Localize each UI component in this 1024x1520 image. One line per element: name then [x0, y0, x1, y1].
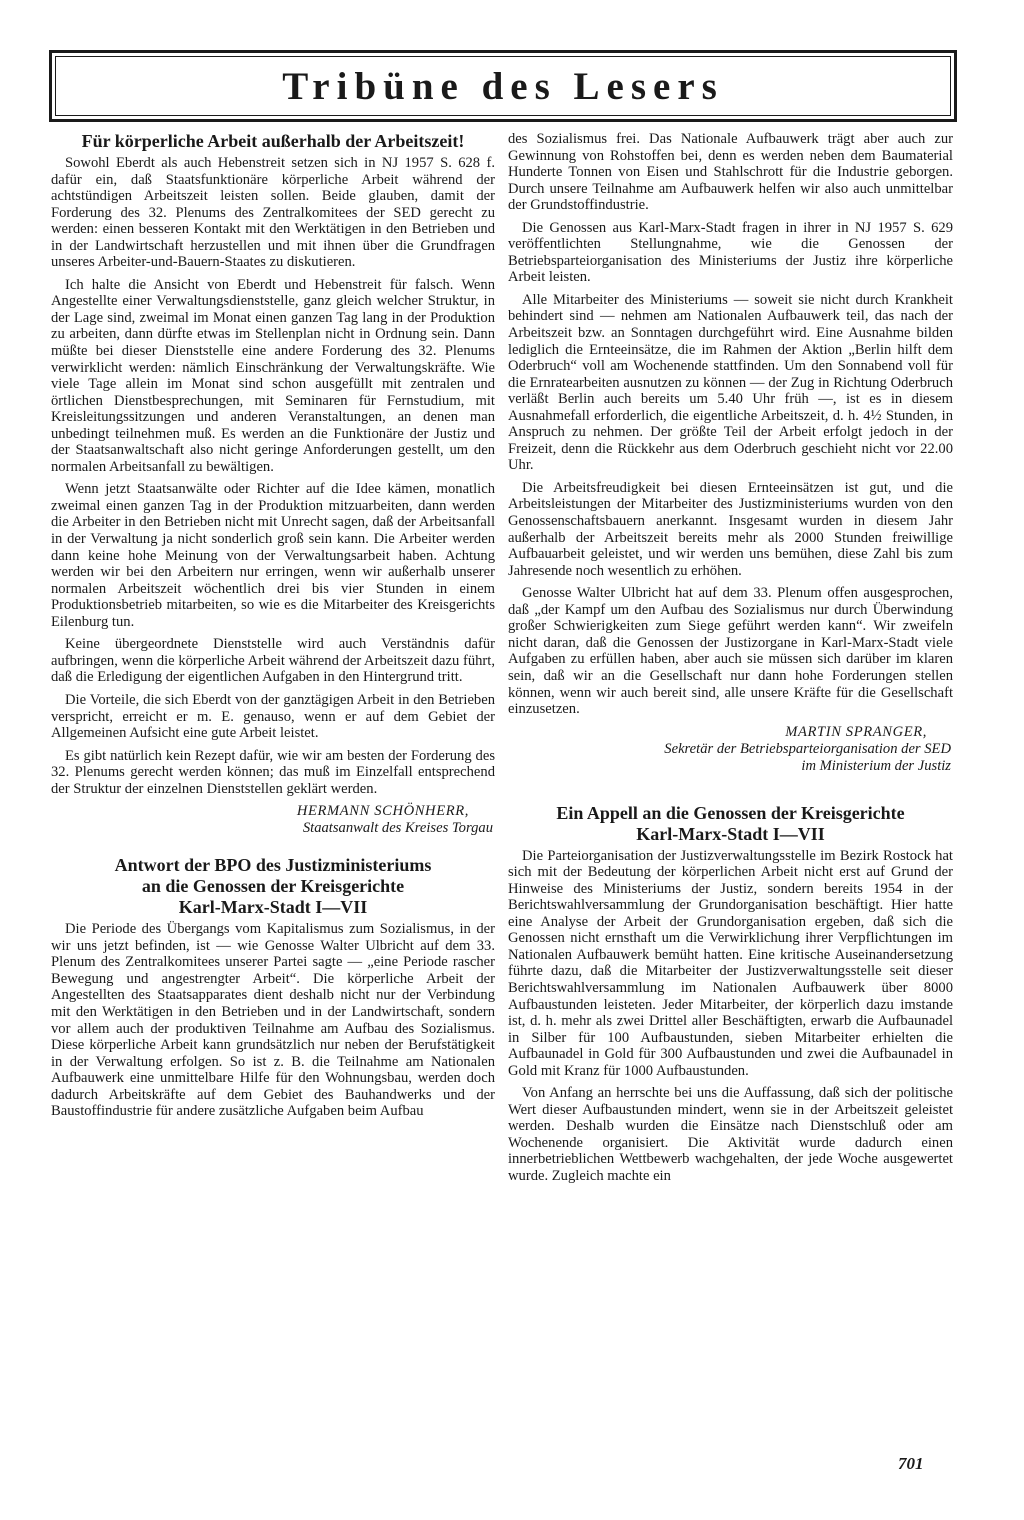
page-number: 701	[898, 1454, 924, 1473]
role-line: Sekretär der Betriebsparteiorganisation der SED	[664, 740, 951, 757]
masthead-frame	[49, 50, 957, 122]
article-heading-antwort-bpo	[55, 855, 491, 918]
heading-line: Antwort der BPO des Justizministeriums	[114, 855, 432, 876]
article3-paragraph: Die Parteiorganisation der Justizverwaltungsstelle im Bezirk Rostock hat sich mit der Bedeutung der körperlichen Arbeit nicht erst auf Grund der Hinweise des Ministeriums der Justiz, sondern bereits 1954 in der Berichtswahlversammlung der Grundorganisation beschäftigt. Hier hatte eine Analyse der Arbeit der Grundorganisation ergeben, daß sich die Genossen nicht ernsthaft um die Verwirklichung ihrer Verpflichtungen im Nationalen Aufbauwerk bemüht hatten. Eine kritische Auseinandersetzung führte dazu, daß die Mitarbeiter der Justizverwaltungsstelle seit dieser Berichtswahlversammlung im Nationalen Aufbauwerk über 8000 Aufbaustunden leisteten. Jeder Mitarbeiter, der körperlich dazu imstande ist, d. h. mehr als zwei Drittel aller Beschäftigten, erwarb die Aufbaunadel in Silber für 100 Aufbaustunden, sieben Mitarbeiter erhielten die Aufbaunadel in Gold für 300 Aufbaustunden und zwei die Aufbaunadel in Gold mit Kranz für 1000 Aufbaustunden.	[508, 847, 953, 1079]
article1-paragraph: Sowohl Eberdt als auch Hebenstreit setzen sich in NJ 1957 S. 628 f. dafür ein, daß Staatsfunktionäre körperliche Arbeit während der achtstündigen Arbeitszeit leisten sollen. Beide glauben, damit der Forderung des 32. Plenums des Zentralkomitees der SED gerecht zu werden: einen besseren Kontakt mit den Werktätigen in den Betrieben und in der Landwirtschaft herzustellen und mit ihnen über die Grundfragen unseres Arbeiter-und-Bauern-Staates zu diskutieren.	[51, 155, 495, 271]
heading-line: Karl-Marx-Stadt I—VII	[636, 823, 825, 844]
article1-paragraph: Keine übergeordnete Dienststelle wird auch Verständnis dafür aufbringen, wenn die körperliche Arbeit während der Arbeitszeit dazu führt, daß die Erledigung der eigentlichen Aufgaben in den Hintergrund tritt.	[51, 636, 495, 686]
author-role-schoenherr: Staatsanwalt des Kreises Torgau	[302, 820, 493, 837]
heading-line: Ein Appell an die Genossen der Kreisgerichte	[556, 802, 905, 823]
article1-paragraph: Ich halte die Ansicht von Eberdt und Hebenstreit für falsch. Wenn Angestellte einer Verwaltungsdienststelle, ganz gleich welcher Struktur, in der Lage sind, zweimal im Monat einen ganzen Tag lang in der Produktion zu arbeiten, dann dürfte etwas im Stellenplan nicht in Ordnung sein. Dann müßte bei dieser Dienststelle eine andere Forderung des 32. Plenums verwirklicht werden: nämlich Einschränkung der Verwaltungskräfte. Wie viele Tage allein im Monat sind schon ausgefüllt mit zentralen und örtlichen Dienstbesprechungen, mit Seminaren für Fernstudium, mit Kreisleitungssitzungen und anderen Veranstaltungen, an denen man unbedingt teilnehmen muß. Es werden an die Funktionäre der Justiz und der Staatsanwaltschaft also nicht geringe Anforderungen gestellt, um den normalen Arbeitsanfall zu bewältigen.	[51, 276, 495, 475]
article2-paragraph: Alle Mitarbeiter des Ministeriums — soweit sie nicht durch Krankheit behindert sind — nehmen am Nationalen Aufbauwerk teil, das nach der Arbeitszeit bzw. an Sonntagen durchgeführt wird. Eine Ausnahme bilden lediglich die Ernteeinsätze, die im Rahmen der Aktion „Berlin hilft dem Oderbruch“ voll am Wochenende stattfinden. Um den Sonnabend voll für die Ernratearbeiten ausnutzen zu können — der Zug in Richtung Oderbruch verläßt Berlin auch bereits um 5.40 Uhr früh —, ist es in diesem Ausnahmefall erforderlich, die eigentliche Arbeitszeit, d. h. 4½ Stunden, in Anspruch zu nehmen. Der größte Teil der Arbeit erfolgt jedoch in der Freizeit, denn die Rückkehr aus dem Oderbruch geschieht nicht vor 22.00 Uhr.	[508, 291, 953, 474]
article1-paragraph: Es gibt natürlich kein Rezept dafür, wie wir am besten der Forderung des 32. Plenums gerecht werden können; das muß im Einzelfall entsprechend der Struktur der einzelnen Dienststellen geklärt werden.	[51, 747, 495, 797]
author-name-spranger: MARTIN SPRANGER,	[785, 723, 927, 740]
article2-paragraph: Die Arbeitsfreudigkeit bei diesen Ernteeinsätzen ist gut, und die Arbeitsleistungen der Mitarbeiter des Justizministeriums wurden von den Genossenschaftsbauern anerkannt. Insgesamt wurden in diesem Jahr außerhalb der Arbeitszeit bereits mehr als 2000 Stunden freiwillige Aufbauarbeit geleistet, und wir werden uns bemühen, diese Zahl bis zum Jahresende noch wesentlich zu erhöhen.	[508, 479, 953, 579]
heading-line: an die Genossen der Kreisgerichte	[141, 876, 405, 897]
article2-continuation: des Sozialismus frei. Das Nationale Aufbauwerk trägt aber auch zur Gewinnung von Rohstoffen bei, denn es werden neben dem Baumaterial Hunderte Tonnen von Eisen und Stahlschrott für die Industrie geborgen. Durch unsere Teilnahme am Aufbauwerk helfen wir also auch unmittelbar der Grundstoffindustrie.	[508, 131, 953, 214]
article2-paragraph: Genosse Walter Ulbricht hat auf dem 33. Plenum offen ausgesprochen, daß „der Kampf um den Aufbau des Sozialismus nur durch Überwindung großer Schwierigkeiten zum Siege geführt werden kann“. Wir zweifeln nicht daran, daß die Genossen der Justizorgane in Karl-Marx-Stadt viele Aufgaben zu erfüllen haben, aber auch sie müssen sich darüber im klaren sein, daß wir an die Gesellschaft nur dann hohe Forderungen stellen können, wenn wir auch bereit sind, alle unsere Kräfte für die Gesellschaft einzusetzen.	[508, 585, 953, 718]
author-name-schoenherr: HERMANN SCHÖNHERR,	[296, 803, 469, 820]
page-title: Tribüne des Lesers	[282, 64, 724, 108]
masthead-inner-frame	[55, 56, 951, 116]
article1-paragraph: Die Vorteile, die sich Eberdt von der ganztägigen Arbeit in den Betrieben verspricht, erreicht er m. E. genauso, wenn er auf dem Gebiet der Allgemeinen Aufsicht eine gute Arbeit leistet.	[51, 691, 495, 742]
right-column	[508, 131, 953, 1191]
article2-paragraph: Die Genossen aus Karl-Marx-Stadt fragen in ihrer in NJ 1957 S. 629 veröffentlichten Stellungnahme, wie die Genossen der Betriebsparteiorganisation des Ministeriums der Justiz ihre körperliche Arbeit leisten.	[508, 219, 953, 286]
article-heading-appell	[512, 803, 949, 845]
role-line: im Ministerium der Justiz	[801, 757, 951, 774]
article3-paragraph: Von Anfang an herrschte bei uns die Auffassung, daß sich der politische Wert dieser Aufbaustunden mindert, wenn sie in der Arbeitszeit geleistet werden. Deshalb wurden die Einsätze nach Dienstschluß oder am Wochenende organisiert. Die Aktivität wurde dadurch einen innerbetrieblichen Wettbewerb wachgehalten, der jede Woche ausgewertet wurde. Zugleich machte ein	[508, 1085, 953, 1184]
article-heading-koerperliche-arbeit: Für körperliche Arbeit außerhalb der Arbeitszeit!	[81, 131, 465, 151]
article2-paragraph: Die Periode des Übergangs vom Kapitalismus zum Sozialismus, in der wir uns jetzt befinden, ist — wie Genosse Walter Ulbricht auf dem 33. Plenum des Zentralkomitees unserer Partei sagte — „eine Periode rascher Bewegung und angestrengter Arbeit“. Die körperliche Arbeit der Angestellten des Staatsapparates dient deshalb nicht nur der Verbindung mit den Werktätigen in den Betrieben und in der Landwirtschaft, sondern vor allem auch der produktiven Teilnahme am Aufbau des Sozialismus. Diese körperliche Arbeit kann grundsätzlich nur neben der Berufstätigkeit in der Verwaltung erfolgen. So ist z. B. die Teilnahme am Nationalen Aufbauwerk eine unmittelbare Hilfe für den Wohnungsbau, werden doch dadurch Arbeitskräfte auf dem Gebiet des Bauhandwerks und der Baustoffindustrie für andere zusätzliche Aufgaben beim Aufbau	[51, 921, 495, 1120]
left-column	[51, 131, 495, 1126]
author-role-spranger	[508, 741, 953, 775]
article1-paragraph: Wenn jetzt Staatsanwälte oder Richter auf die Idee kämen, monatlich zweimal einen ganzen Tag in der Produktion mitzuarbeiten, dann werden die Arbeiter in den Betrieben nicht mit Unrecht sagen, daß der Arbeitsanfall in der Verwaltung ja nicht sonderlich groß sein kann. Die Arbeiter werden dann keine hohe Meinung von der Verwaltungsarbeit haben. Achtung werden wir bei den Arbeitern nur erringen, wenn wir außerhalb unserer normalen Arbeitszeit wöchentlich drei bis vier Stunden in einem Produktionsbetrieb mitarbeiten, so wie es die Mitarbeiter des Kreisgerichts Eilenburg tun.	[51, 481, 495, 630]
section-gap	[51, 841, 495, 855]
heading-line: Karl-Marx-Stadt I—VII	[178, 897, 368, 918]
section-gap	[508, 779, 953, 803]
